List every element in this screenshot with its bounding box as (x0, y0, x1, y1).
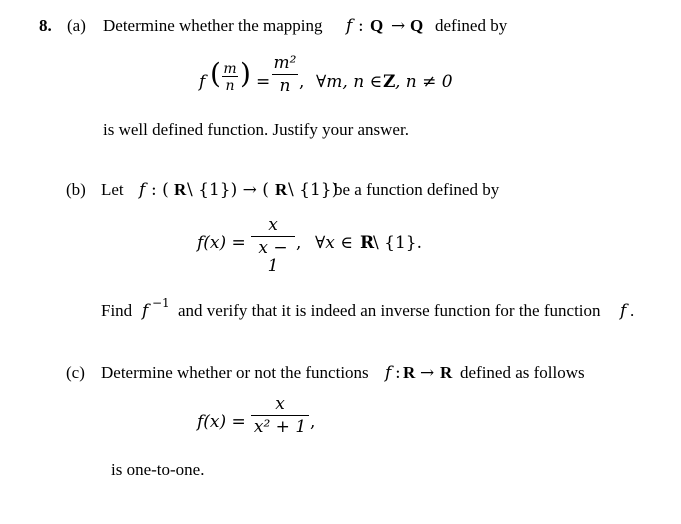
part-b-eq-condition: ∀x ∈ (315, 233, 353, 253)
part-c-eq-num: x (275, 394, 285, 414)
part-c-text: Determine whether or not the functions (101, 363, 369, 382)
part-a-map-arrow: → (391, 16, 406, 36)
part-a-eq-left-paren: ( (210, 57, 221, 90)
part-a-eq-f: f (199, 72, 206, 92)
part-a-eq-inner-num: m (223, 61, 237, 77)
part-b-find-end: . (630, 301, 635, 320)
part-a-eq-fraction (272, 54, 298, 95)
part-a-eq-inner-fraction (222, 60, 238, 95)
part-c-eq-den: x² + 1 (253, 417, 307, 437)
part-c-eq-lhs: f(x) = (197, 412, 246, 432)
part-c-text-defined: defined as follows (460, 363, 585, 382)
part-a-eq-set: Z (383, 72, 396, 92)
part-c-eq-fraction (251, 395, 309, 436)
part-b-map: : ( (151, 180, 169, 200)
part-c-eq-bar (251, 415, 309, 416)
part-b-map-mid: \ {1}) → ( (187, 180, 269, 200)
part-b-map-set2: R (275, 180, 288, 199)
part-b-map-set: R (174, 180, 187, 199)
part-a-eq-condition: ∀m, n ∈ (316, 72, 383, 92)
part-b-map-end: \ {1}) (288, 180, 339, 200)
part-c-map-codomain: R (440, 363, 453, 382)
part-b-eq-comma: , (296, 233, 302, 253)
part-a-map-codomain: Q (410, 16, 424, 35)
part-a-text-defined: defined by (435, 16, 508, 35)
part-b-eq-num: x (268, 215, 278, 235)
part-b-eq-fraction (251, 216, 295, 275)
part-c-conclusion: is one-to-one. (111, 460, 205, 479)
part-a-map-domain: Q (370, 16, 384, 35)
part-a-eq-comma: , (299, 72, 305, 92)
part-c-map-f: f (385, 363, 392, 383)
part-c-map-colon: : (395, 363, 401, 383)
part-b-find-f: f (142, 301, 149, 321)
part-b-map-f: f (139, 180, 146, 200)
part-b-find-text1: Find (101, 301, 133, 320)
part-c-map-arrow: → (420, 363, 435, 383)
part-b-eq-den: x − 1 (258, 238, 288, 276)
part-a-map-f: f (346, 16, 353, 36)
question-number: 8. (39, 16, 52, 35)
part-a-conclusion: is well defined function. Justify your answer. (103, 120, 409, 139)
part-b-eq-bar (251, 236, 295, 237)
part-a-eq-condition2: , n ≠ 0 (395, 72, 453, 92)
part-a-eq-bar (272, 74, 298, 75)
part-b-find-f2: f (620, 301, 627, 321)
part-b-text: Let (101, 180, 124, 199)
part-b-text-defined: be a function defined by (334, 180, 500, 199)
part-b-find-sup: −1 (152, 296, 170, 310)
part-a-text: Determine whether the mapping (103, 16, 323, 35)
part-b-eq-set: R (360, 233, 375, 253)
part-a-label: (a) (67, 16, 86, 35)
part-a-eq-inner-den: n (225, 78, 235, 94)
part-c-label: (c) (66, 363, 85, 382)
part-b-label: (b) (66, 180, 86, 199)
part-b-find-text2: and verify that it is indeed an inverse function for the function (178, 301, 601, 320)
part-c-map-domain: R (403, 363, 416, 382)
part-a-eq-right-paren: ) (240, 57, 251, 90)
part-a-map-colon: : (358, 16, 364, 36)
part-c-eq-comma: , (310, 412, 316, 432)
part-a-eq-den: n (279, 76, 291, 96)
part-a-eq-num: m² (273, 53, 297, 73)
part-a-eq-equals: = (256, 72, 271, 92)
part-b-eq-lhs: f(x) = (197, 233, 246, 253)
part-b-eq-condition2: \ {1}. (373, 233, 422, 253)
